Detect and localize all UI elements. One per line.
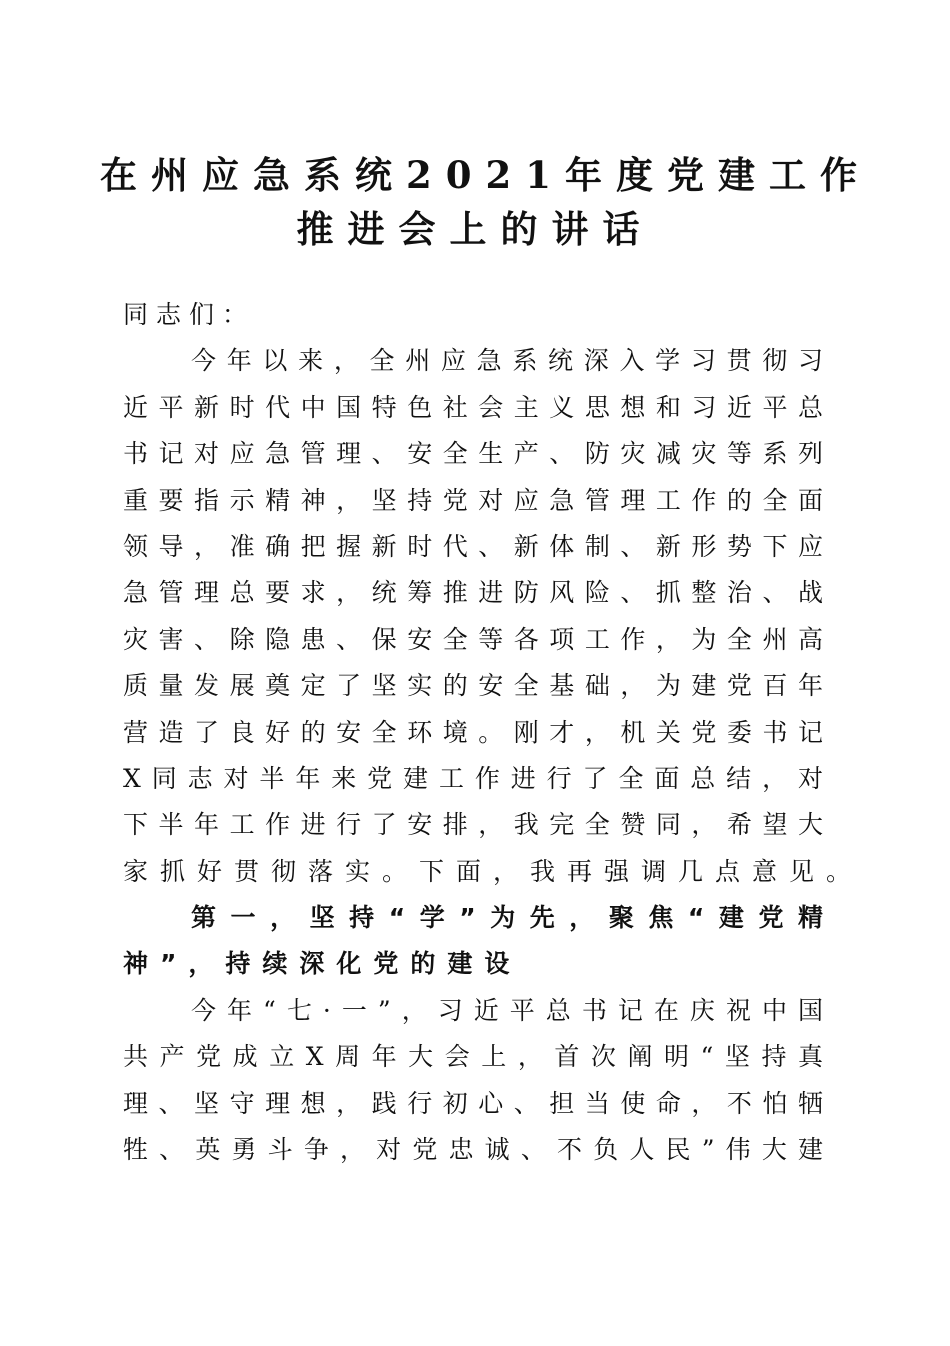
paragraph-line: 今年“七·一”，习近平总书记在庆祝中国	[191, 995, 823, 1025]
paragraph-line: 书记对应急管理、安全生产、防灾减灾等系列	[123, 439, 823, 469]
title-line-1: 在州应急系统2021年度党建工作	[100, 153, 871, 197]
paragraph-line: 灾害、除隐患、保安全等各项工作，为全州高	[123, 624, 823, 654]
paragraph-line: 理、坚守理想，践行初心、担当使命，不怕牺	[123, 1088, 823, 1118]
paragraph-line: 急管理总要求，统筹推进防风险、抓整治、战	[123, 578, 823, 608]
title-line-2: 推进会上的讲话	[296, 207, 654, 251]
paragraph-line: 今年以来，全州应急系统深入学习贯彻习	[191, 346, 823, 376]
paragraph-line: 营造了良好的安全环境。刚才，机关党委书记	[123, 717, 823, 747]
paragraph-line: 近平新时代中国特色社会主义思想和习近平总	[123, 392, 823, 422]
paragraph-intro	[123, 338, 864, 895]
paragraph-line: 共产党成立X周年大会上，首次阐明“坚持真	[123, 1042, 823, 1072]
paragraph-section-1	[123, 988, 823, 1174]
paragraph-line: 家抓好贯彻落实。下面，我再强调几点意见。	[123, 856, 864, 886]
document-body	[123, 292, 864, 1173]
heading-line: 神”，持续深化党的建设	[123, 949, 522, 979]
document-title	[100, 148, 871, 256]
paragraph-line: 牲、英勇斗争，对党忠诚、不负人民”伟大建	[123, 1135, 823, 1165]
section-heading-1	[123, 895, 823, 988]
paragraph-line: 领导，准确把握新时代、新体制、新形势下应	[123, 531, 823, 561]
heading-line: 第一，坚持“学”为先，聚焦“建党精	[191, 903, 823, 933]
paragraph-line: 质量发展奠定了坚实的安全基础，为建党百年	[123, 671, 823, 701]
paragraph-line: 重要指示精神，坚持党对应急管理工作的全面	[123, 485, 823, 515]
salutation: 同志们：	[123, 300, 256, 329]
paragraph-line: X同志对半年来党建工作进行了全面总结，对	[123, 763, 823, 793]
paragraph-line: 下半年工作进行了安排，我完全赞同，希望大	[123, 810, 823, 840]
